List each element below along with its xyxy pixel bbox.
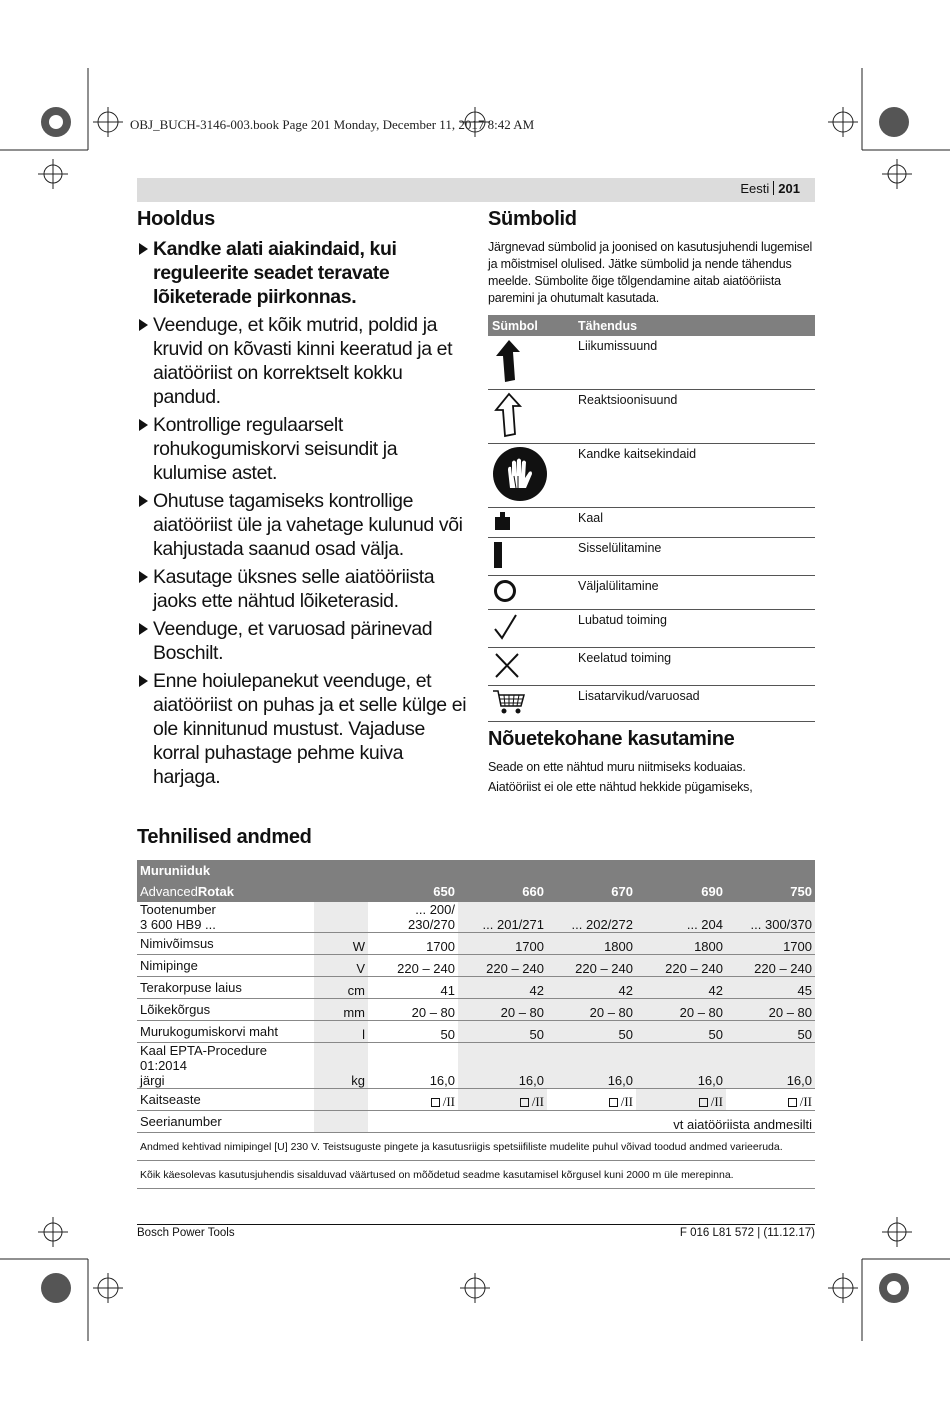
tech-row xyxy=(137,977,815,999)
tech-value xyxy=(547,999,636,1021)
check-icon xyxy=(492,612,520,642)
tech-row-label-line: Tootenumber xyxy=(140,902,216,917)
tech-value xyxy=(547,933,636,955)
tech-row-label-line: järgi xyxy=(140,1073,165,1088)
tech-value xyxy=(368,902,458,933)
tech-value-text: 1700 xyxy=(426,939,455,954)
tech-row xyxy=(137,955,815,977)
tech-value-text: 20 – 80 xyxy=(679,1005,723,1020)
model-690: 690 xyxy=(636,881,726,902)
symbol-row xyxy=(488,444,815,508)
tech-value xyxy=(368,933,458,955)
tech-row-label: Kaitseaste xyxy=(137,1089,314,1111)
tech-row-label xyxy=(137,977,314,999)
symbols-section xyxy=(488,208,815,797)
bullet-triangle-icon xyxy=(139,495,148,507)
tech-value-text: 50 xyxy=(618,1027,633,1042)
tech-value-text: 42 xyxy=(708,983,723,998)
tech-row-protection xyxy=(137,1089,815,1111)
protection-square-icon xyxy=(788,1098,797,1107)
tech-row-label-line: Lõikekõrgus xyxy=(140,1002,211,1017)
tech-note: Kõik käesolevas kasutusjuhendis sisalduvad väärtused on mõõdetud seadme kasutamisel kõrgusel kuni 2000 m üle merepinna. xyxy=(137,1161,815,1189)
page-header-band xyxy=(137,178,815,202)
intended-use-title: Nõuetekohane kasutamine xyxy=(488,728,735,750)
tech-value xyxy=(636,999,726,1021)
tech-note: Andmed kehtivad nimipingel [U] 230 V. Teistsuguste pingete ja kasutusriigis spetsiifiliste mudelite puhul võivad toodud andmed varieeruda. xyxy=(137,1133,815,1161)
tech-row xyxy=(137,1021,815,1043)
protection-square-icon xyxy=(609,1098,618,1107)
tech-value xyxy=(458,933,547,955)
tech-row-label-line: Murukogumiskorvi maht xyxy=(140,1024,278,1039)
protection-class-value xyxy=(726,1089,815,1111)
tech-row xyxy=(137,933,815,955)
tech-value-text: 220 – 240 xyxy=(754,961,812,976)
shopping-cart-icon xyxy=(492,688,526,716)
tech-value xyxy=(636,1043,726,1089)
protection-class-value xyxy=(636,1089,726,1111)
tech-row-label xyxy=(137,1043,314,1089)
tech-value xyxy=(458,977,547,999)
symbols-intro: Järgnevad sümbolid ja joonised on kasutusjuhendi lugemisel ja mõistmisel olulised. Jätke sümbolid ja nende tähendus meelde. Sümbolite õige tõlgendamine aitab aiatööriista paremini ja ohutumalt kasutada. xyxy=(488,240,813,305)
tech-value-text: 50 xyxy=(440,1027,455,1042)
tech-value-text: 16,0 xyxy=(429,1073,455,1088)
bullet-triangle-icon xyxy=(139,319,148,331)
footer-rule xyxy=(137,1224,815,1225)
tech-value xyxy=(368,977,458,999)
maintenance-item-text: Ohutuse tagamiseks kontrollige aiatööriist üle ja vahetage kulunud või kahjustada saanud osad välja. xyxy=(153,490,463,560)
tech-row-unit: l xyxy=(314,1021,368,1043)
protection-square-icon xyxy=(520,1098,529,1107)
filled-arrow-icon xyxy=(492,338,524,384)
symbol-row xyxy=(488,390,815,444)
protection-square-icon xyxy=(699,1098,708,1107)
model-670: 670 xyxy=(547,881,636,902)
tech-value-text: 50 xyxy=(708,1027,723,1042)
symbol-meaning: Kandke kaitsekindaid xyxy=(574,444,815,508)
tech-value-text: 1800 xyxy=(604,939,633,954)
tech-value xyxy=(368,1043,458,1089)
tech-value-text: ... 204 xyxy=(686,917,723,932)
tech-row-label xyxy=(137,902,314,933)
tech-value xyxy=(368,999,458,1021)
tech-row-label xyxy=(137,1021,314,1043)
tech-row-unit: cm xyxy=(314,977,368,999)
tech-value-text: ... 201/271 xyxy=(482,917,544,932)
symbols-table xyxy=(488,315,815,722)
tech-value-text: 16,0 xyxy=(518,1073,544,1088)
tech-value xyxy=(636,977,726,999)
symbol-row xyxy=(488,576,815,610)
symbol-row xyxy=(488,538,815,576)
page-header xyxy=(740,181,800,196)
symbol-row xyxy=(488,648,815,686)
tech-value-text: 220 – 240 xyxy=(665,961,723,976)
tech-value-text: 1700 xyxy=(783,939,812,954)
symbol-meaning: Liikumissuund xyxy=(574,336,815,390)
tech-value-text: 20 – 80 xyxy=(411,1005,455,1020)
tech-value xyxy=(547,977,636,999)
footer-right: F 016 L81 572 | (11.12.17) xyxy=(679,1227,815,1239)
symbol-meaning: Reaktsioonisuund xyxy=(574,390,815,444)
footer-left: Bosch Power Tools xyxy=(137,1227,235,1239)
tech-value-text: ... 202/272 xyxy=(571,917,633,932)
tech-row-label-line: Kaal EPTA-Procedure 01:2014 xyxy=(140,1043,267,1073)
symbol-meaning: Väljalülitamine xyxy=(574,576,815,610)
tech-value xyxy=(368,955,458,977)
tech-row-unit xyxy=(314,902,368,933)
maintenance-item xyxy=(137,237,467,309)
tech-table xyxy=(137,860,815,1189)
tech-value xyxy=(458,999,547,1021)
protection-class-text: /II xyxy=(799,1094,812,1109)
maintenance-item-text: Kontrollige regulaarselt rohukogumiskorvi seisundit ja kulumise astet. xyxy=(153,414,398,484)
maintenance-item xyxy=(137,565,467,613)
tech-value xyxy=(636,902,726,933)
tech-value xyxy=(368,1021,458,1043)
tech-row-unit xyxy=(314,1089,368,1111)
bullet-triangle-icon xyxy=(139,623,148,635)
tech-value xyxy=(726,999,815,1021)
tech-value xyxy=(726,933,815,955)
tech-value-text: 20 – 80 xyxy=(589,1005,633,1020)
product-brand xyxy=(137,881,368,902)
tech-value xyxy=(726,955,815,977)
maintenance-item-text: Veenduge, et kõik mutrid, poldid ja kruvid on kõvasti kinni keeratud ja et aiatööriist on korrektselt kokku pandud. xyxy=(153,314,453,408)
protection-class-text: /II xyxy=(710,1094,723,1109)
cross-icon xyxy=(492,650,522,680)
page-language: Eesti xyxy=(740,181,770,196)
symbol-row xyxy=(488,686,815,722)
maintenance-section xyxy=(137,208,467,793)
tech-note-row xyxy=(137,1133,815,1161)
tech-value xyxy=(547,955,636,977)
protection-class-text: /II xyxy=(620,1094,633,1109)
tech-value-text: 50 xyxy=(797,1027,812,1042)
outline-arrow-icon xyxy=(492,392,524,438)
bullet-triangle-icon xyxy=(139,243,148,255)
tech-value xyxy=(458,1043,547,1089)
tech-value-text: 16,0 xyxy=(697,1073,723,1088)
tech-value xyxy=(726,1043,815,1089)
tech-value-text: 220 – 240 xyxy=(397,961,455,976)
tech-row xyxy=(137,999,815,1021)
on-switch-icon xyxy=(492,540,508,570)
tech-row-unit: V xyxy=(314,955,368,977)
tech-title: Tehnilised andmed xyxy=(137,826,312,848)
book-header: OBJ_BUCH-3146-003.book Page 201 Monday, December 11, 2017 8:42 AM xyxy=(130,117,535,132)
tech-value-text: 16,0 xyxy=(607,1073,633,1088)
tech-value-text: ... 300/370 xyxy=(750,917,812,932)
maintenance-item-text: Kasutage üksnes selle aiatööriista jaoks ette nähtud lõiketerasid. xyxy=(153,566,435,612)
symbol-row xyxy=(488,508,815,538)
off-switch-icon xyxy=(492,578,518,604)
tech-value-text: 1800 xyxy=(694,939,723,954)
tech-value-text: 220 – 240 xyxy=(575,961,633,976)
tech-row-unit: W xyxy=(314,933,368,955)
symbol-meaning: Kaal xyxy=(574,508,815,538)
maintenance-item xyxy=(137,617,467,665)
tech-value-text: 50 xyxy=(529,1027,544,1042)
maintenance-item xyxy=(137,489,467,561)
tech-header-product xyxy=(137,860,815,881)
symbol-row xyxy=(488,336,815,390)
tech-row-unit: kg xyxy=(314,1043,368,1089)
maintenance-title: Hooldus xyxy=(137,208,215,230)
tech-value xyxy=(636,955,726,977)
symbol-row xyxy=(488,610,815,648)
tech-value-text: 45 xyxy=(797,983,812,998)
tech-value-text: 42 xyxy=(618,983,633,998)
tech-row-label-line: Terakorpuse laius xyxy=(140,980,242,995)
tech-value xyxy=(636,933,726,955)
protection-class-value xyxy=(458,1089,547,1111)
symbol-meaning: Sisselülitamine xyxy=(574,538,815,576)
symbol-meaning: Lisatarvikud/varuosad xyxy=(574,686,815,722)
tech-row-label-line: Nimipinge xyxy=(140,958,198,973)
model-650: 650 xyxy=(368,881,458,902)
maintenance-item xyxy=(137,413,467,485)
tech-value xyxy=(636,1021,726,1043)
tech-value xyxy=(458,1021,547,1043)
tech-value xyxy=(547,1021,636,1043)
tech-value xyxy=(458,955,547,977)
tech-value-text: 220 – 240 xyxy=(486,961,544,976)
tech-row-label xyxy=(137,955,314,977)
tech-value-text: 20 – 80 xyxy=(768,1005,812,1020)
tech-row-label xyxy=(137,999,314,1021)
gloves-icon xyxy=(492,446,548,502)
maintenance-item xyxy=(137,669,467,789)
model-750: 750 xyxy=(726,881,815,902)
tech-value-text: 20 – 80 xyxy=(500,1005,544,1020)
tech-row-label xyxy=(137,933,314,955)
maintenance-item-text: Kandke alati aiakindaid, kui reguleerite seadet teravate lõiketerade piirkonnas. xyxy=(153,238,397,308)
protection-class-value xyxy=(368,1089,458,1111)
weight-icon xyxy=(492,510,514,532)
symbols-col-symbol: Sümbol xyxy=(488,315,574,336)
maintenance-item-text: Enne hoiulepanekut veenduge, et aiatööriist on puhas ja et selle külge ei ole kinnitunud mustust. Vajaduse korral puhastage pehme kuiva harjaga. xyxy=(153,670,467,788)
tech-row xyxy=(137,1043,815,1089)
protection-class-text: /II xyxy=(531,1094,544,1109)
maintenance-list xyxy=(137,237,467,789)
tech-row-label-line: 3 600 HB9 ... xyxy=(140,917,216,932)
tech-row-label: Seerianumber xyxy=(137,1111,314,1133)
serial-value: vt aiatööriista andmesilti xyxy=(368,1111,815,1133)
tech-value-text: 1700 xyxy=(515,939,544,954)
tech-header-models xyxy=(137,881,815,902)
tech-row-serial xyxy=(137,1111,815,1133)
page-number: 201 xyxy=(778,181,800,196)
symbols-title: Sümbolid xyxy=(488,208,577,230)
tech-value xyxy=(547,902,636,933)
symbols-col-meaning: Tähendus xyxy=(574,315,815,336)
maintenance-item xyxy=(137,313,467,409)
tech-row-label-line: Nimivõimsus xyxy=(140,936,214,951)
maintenance-item-text: Veenduge, et varuosad pärinevad Boschilt. xyxy=(153,618,433,664)
protection-class-value xyxy=(547,1089,636,1111)
brand-prefix: Advanced xyxy=(140,884,198,899)
tech-row-unit: mm xyxy=(314,999,368,1021)
tech-value xyxy=(458,902,547,933)
tech-value-text: 42 xyxy=(529,983,544,998)
tech-note-row xyxy=(137,1161,815,1189)
model-660: 660 xyxy=(458,881,547,902)
intended-use-line-2: Aiatööriist ei ole ette nähtud hekkide pügamiseks, xyxy=(488,780,753,794)
symbol-meaning: Keelatud toiming xyxy=(574,648,815,686)
brand-bold: Rotak xyxy=(197,884,234,899)
protection-square-icon xyxy=(431,1098,440,1107)
tech-row xyxy=(137,902,815,933)
tech-value xyxy=(726,902,815,933)
symbol-meaning: Lubatud toiming xyxy=(574,610,815,648)
bullet-triangle-icon xyxy=(139,675,148,687)
bullet-triangle-icon xyxy=(139,419,148,431)
tech-value xyxy=(547,1043,636,1089)
tech-value-text: ... 200/ 230/270 xyxy=(408,902,455,932)
protection-class-text: /II xyxy=(442,1094,455,1109)
tech-row-unit xyxy=(314,1111,368,1133)
intended-use-line-1: Seade on ette nähtud muru niitmiseks koduaias. xyxy=(488,760,746,774)
tech-value xyxy=(726,1021,815,1043)
bullet-triangle-icon xyxy=(139,571,148,583)
tech-value-text: 16,0 xyxy=(786,1073,812,1088)
product-label: Muruniiduk xyxy=(137,860,815,881)
tech-value xyxy=(726,977,815,999)
tech-value-text: 41 xyxy=(440,983,455,998)
